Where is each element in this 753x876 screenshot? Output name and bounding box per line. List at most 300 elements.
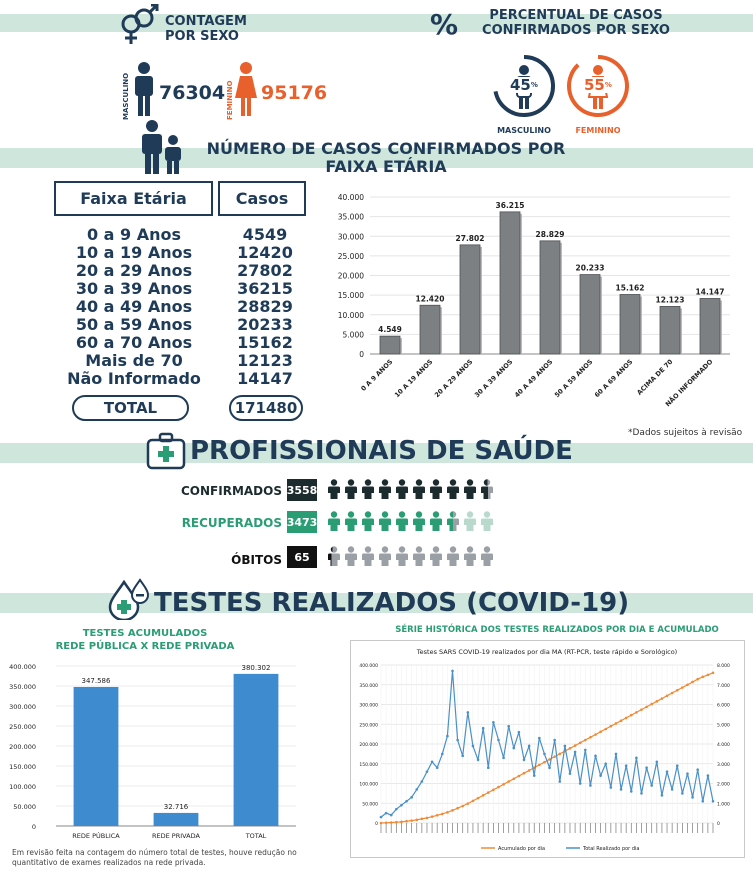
series-point <box>686 772 689 775</box>
series-chart-ytick-right: 8.000 <box>717 664 730 669</box>
series-point <box>472 745 475 748</box>
series-point <box>441 753 444 756</box>
age-row-label: 60 a 70 Anos <box>75 333 193 352</box>
series-point <box>569 747 572 750</box>
series-point <box>712 800 715 803</box>
person-icon <box>446 546 460 570</box>
age-chart-ytick: 40.000 <box>337 193 364 202</box>
series-point <box>620 788 623 791</box>
series-point <box>492 789 495 792</box>
series-point <box>661 794 664 797</box>
series-point <box>410 796 413 799</box>
age-row-label: 40 a 49 Anos <box>75 297 193 316</box>
female-person-icon <box>234 62 258 122</box>
series-point <box>701 800 704 803</box>
person-icon <box>361 479 375 503</box>
series-point <box>405 800 408 803</box>
series-point <box>518 775 521 778</box>
series-point <box>584 739 587 742</box>
family-icon <box>140 120 184 180</box>
series-point <box>421 818 424 821</box>
series-point <box>400 804 403 807</box>
series-point <box>569 772 572 775</box>
series-chart-ytick-right: 2.000 <box>717 782 730 788</box>
series-point <box>431 815 434 818</box>
series-chart-frame <box>350 640 745 858</box>
series-point <box>451 670 454 673</box>
prof-confirmed-value: 3558 <box>287 479 317 501</box>
person-icon <box>463 546 477 570</box>
series-point <box>482 727 485 730</box>
series-point <box>671 692 674 695</box>
age-bar <box>460 245 480 354</box>
person-icon <box>344 479 358 503</box>
person-icon <box>446 511 460 535</box>
series-point <box>620 719 623 722</box>
age-bar-value-label: 12.420 <box>415 294 445 304</box>
tests-chart-ytick: 350.000 <box>9 683 36 691</box>
age-bar-value-label: 12.123 <box>655 295 685 305</box>
series-chart-ytick-right: 3.000 <box>717 762 730 768</box>
data-review-note: *Dados sujeitos à revisão <box>628 428 743 438</box>
prof-confirmed-label: CONFIRMADOS <box>181 484 282 498</box>
series-chart-title: Testes SARS COVID-19 realizados por dia MA (RT-PCR, teste rápido e Sorológico) <box>416 648 678 656</box>
person-icon <box>463 511 477 535</box>
series-point <box>558 780 561 783</box>
age-column-header: Faixa Etária <box>54 181 213 216</box>
age-bar-value-label: 15.162 <box>615 283 645 293</box>
series-point <box>676 689 679 692</box>
age-row-label: Não Informado <box>67 369 201 388</box>
series-point <box>446 811 449 814</box>
series-point <box>707 674 710 677</box>
series-point <box>635 711 638 714</box>
prof-deaths-value: 65 <box>287 546 317 568</box>
series-point <box>436 766 439 769</box>
person-icon <box>429 479 443 503</box>
tests-bar-value-label: 347.586 <box>81 676 111 685</box>
prof-recovered-label: RECUPERADOS <box>181 516 282 530</box>
series-point <box>487 791 490 794</box>
person-icon <box>395 479 409 503</box>
age-chart-xtick: 30 A 39 ANOS <box>472 357 515 400</box>
series-point <box>492 721 495 724</box>
series-point <box>400 821 403 824</box>
series-point <box>696 678 699 681</box>
series-point <box>691 796 694 799</box>
person-icon <box>412 479 426 503</box>
series-point <box>610 725 613 728</box>
series-point <box>666 770 669 773</box>
tests-bar-value-label: 380.302 <box>241 663 271 672</box>
person-icon <box>480 546 494 570</box>
tests-chart-ytick: 400.000 <box>9 663 36 671</box>
series-point <box>533 774 536 777</box>
series-point <box>477 797 480 800</box>
age-chart-xtick: NÃO INFORMADO <box>663 357 715 409</box>
series-legend-label: Total Realizado por dia <box>583 846 640 852</box>
series-point <box>446 735 449 738</box>
series-point <box>553 739 556 742</box>
age-chart-xtick: 50 A 59 ANOS <box>552 357 595 400</box>
series-chart-ytick-right: 0 <box>717 822 720 827</box>
age-row-label: 20 a 29 Anos <box>75 261 193 280</box>
age-chart-xtick: 60 A 69 ANOS <box>592 357 635 400</box>
person-icon <box>361 546 375 570</box>
series-point <box>380 816 383 819</box>
series-point <box>502 757 505 760</box>
person-icon <box>378 511 392 535</box>
age-chart-ytick: 5.000 <box>342 330 364 340</box>
series-point <box>579 782 582 785</box>
tests-left-title <box>40 627 250 653</box>
tests-chart-xtick: REDE PÚBLICA <box>72 832 120 840</box>
age-row-label: 10 a 19 Anos <box>75 243 193 262</box>
series-point <box>640 708 643 711</box>
series-chart-ytick-right: 6.000 <box>717 703 730 709</box>
series-chart-ytick-left: 400.000 <box>359 664 378 669</box>
age-bar <box>620 294 640 354</box>
percent-title <box>466 8 686 38</box>
person-icon <box>463 479 477 503</box>
series-point <box>574 751 577 754</box>
series-point <box>574 744 577 747</box>
series-chart-ytick-right: 4.000 <box>717 743 730 748</box>
test-drops-icon <box>104 578 154 624</box>
series-legend-label: Acumulado por dia <box>498 846 546 852</box>
series-point <box>615 753 618 756</box>
tests-left-title-line2: REDE PÚBLICA X REDE PRIVADA <box>55 641 235 652</box>
series-point <box>426 817 429 820</box>
total-value: 171480 <box>229 395 303 421</box>
series-point <box>395 821 398 824</box>
person-icon <box>378 546 392 570</box>
tests-left-title-line1: TESTES ACUMULADOS <box>82 628 208 639</box>
age-chart-ytick: 20.000 <box>337 271 364 281</box>
tests-chart-ytick: 250.000 <box>9 723 36 731</box>
person-icon <box>429 546 443 570</box>
series-point <box>676 764 679 767</box>
series-point <box>666 695 669 698</box>
age-chart-xtick: ACIMA DE 70 <box>635 357 675 397</box>
series-point <box>461 805 464 808</box>
age-row-label: Mais de 70 <box>85 351 183 370</box>
series-point <box>405 820 408 823</box>
age-row-cases: 27802 <box>237 261 293 280</box>
age-chart-xtick: 20 A 29 ANOS <box>432 357 475 400</box>
age-chart-xtick: 0 A 9 ANOS <box>359 357 395 393</box>
prof-section-title: PROFISSIONAIS DE SAÚDE <box>190 436 573 466</box>
age-row-cases: 12420 <box>237 243 293 262</box>
male-percent-label: MASCULINO <box>497 126 551 135</box>
age-chart-xtick: 10 A 19 ANOS <box>392 357 435 400</box>
series-point <box>712 671 715 674</box>
person-icon <box>395 511 409 535</box>
person-icon <box>480 479 494 503</box>
series-point <box>594 733 597 736</box>
age-bar <box>700 298 720 354</box>
series-point <box>482 794 485 797</box>
series-point <box>431 760 434 763</box>
series-point <box>523 759 526 762</box>
male-percent-value: 45 <box>510 76 531 94</box>
age-bar-value-label: 27.802 <box>455 233 485 243</box>
percent-title-line2: CONFIRMADOS POR SEXO <box>482 23 670 38</box>
age-chart-ytick: 10.000 <box>337 310 364 320</box>
series-point <box>599 774 602 777</box>
female-percent-label: FEMININO <box>575 126 621 135</box>
age-bar <box>420 305 440 354</box>
series-point <box>650 703 653 706</box>
prof-deaths-icons <box>327 546 494 570</box>
age-chart-xtick: 40 A 49 ANOS <box>512 357 555 400</box>
series-point <box>564 745 567 748</box>
series-point <box>625 717 628 720</box>
series-point <box>538 764 541 767</box>
series-point <box>390 814 393 817</box>
gender-symbol-icon <box>117 4 161 48</box>
sex-count-title-line1: CONTAGEM <box>165 14 247 29</box>
series-point <box>523 772 526 775</box>
series-point <box>691 681 694 684</box>
age-bar-value-label: 14.147 <box>695 287 725 297</box>
series-point <box>604 728 607 731</box>
series-point <box>415 788 418 791</box>
prof-recovered-value: 3473 <box>287 511 317 533</box>
series-point <box>477 759 480 762</box>
cases-column-header: Casos <box>218 181 306 216</box>
male-person-icon <box>133 62 155 122</box>
tests-chart-xtick: TOTAL <box>245 832 267 840</box>
series-chart-ytick-right: 5.000 <box>717 723 730 729</box>
series-line <box>381 673 713 823</box>
series-point <box>701 676 704 679</box>
series-chart-ytick-left: 300.000 <box>359 703 378 709</box>
age-bar <box>540 241 560 354</box>
female-label: FEMININO <box>226 80 234 120</box>
person-icon <box>327 546 341 570</box>
tests-footnote-line2: quantitativo de exames realizados na rede privada. <box>12 858 206 867</box>
series-chart-ytick-left: 350.000 <box>359 683 378 689</box>
series-point <box>543 761 546 764</box>
percent-title-line1: PERCENTUAL DE CASOS <box>489 8 663 23</box>
tests-bar <box>154 813 199 826</box>
series-chart-ytick-left: 150.000 <box>359 762 378 768</box>
age-row-label: 30 a 39 Anos <box>75 279 193 298</box>
series-point <box>584 749 587 752</box>
series-point <box>656 700 659 703</box>
series-point <box>528 769 531 772</box>
age-bar <box>380 336 400 354</box>
series-point <box>594 755 597 758</box>
tests-chart-xtick: REDE PRIVADA <box>152 832 200 840</box>
series-point <box>661 697 664 700</box>
series-point <box>681 792 684 795</box>
series-point <box>696 768 699 771</box>
series-point <box>640 792 643 795</box>
sex-count-title-line2: POR SEXO <box>165 29 239 44</box>
series-point <box>456 807 459 810</box>
person-icon <box>480 511 494 535</box>
person-icon <box>429 511 443 535</box>
male-percent-sign: % <box>530 81 538 89</box>
age-row-cases: 36215 <box>237 279 293 298</box>
person-icon <box>344 546 358 570</box>
series-point <box>630 714 633 717</box>
person-icon <box>378 479 392 503</box>
series-point <box>656 760 659 763</box>
series-point <box>625 764 628 767</box>
series-point <box>421 780 424 783</box>
series-point <box>461 755 464 758</box>
age-bar-chart <box>315 185 745 425</box>
tests-footnote <box>12 848 297 868</box>
tests-chart-ytick: 50.000 <box>13 803 36 811</box>
series-point <box>507 780 510 783</box>
medical-kit-icon <box>146 432 186 474</box>
female-percent-value: 55 <box>584 76 605 94</box>
series-point <box>635 757 638 760</box>
series-point <box>395 808 398 811</box>
person-icon <box>361 511 375 535</box>
age-row-cases: 14147 <box>237 369 293 388</box>
tests-chart-ytick: 200.000 <box>9 743 36 751</box>
series-point <box>548 766 551 769</box>
age-chart-ytick: 0 <box>359 350 364 359</box>
tests-series-chart <box>351 641 744 857</box>
tests-right-title: SÉRIE HISTÓRICA DOS TESTES REALIZADOS POR DIA E ACUMULADO <box>395 625 719 635</box>
age-row-cases: 12123 <box>237 351 293 370</box>
series-point <box>385 822 388 825</box>
series-point <box>579 742 582 745</box>
series-point <box>456 739 459 742</box>
series-chart-ytick-left: 0 <box>375 822 378 827</box>
tests-bar <box>74 687 119 826</box>
series-point <box>436 814 439 817</box>
female-count: 95176 <box>261 82 328 104</box>
sex-count-title <box>165 14 247 44</box>
tests-chart-ytick: 0 <box>31 823 36 831</box>
series-point <box>467 711 470 714</box>
age-row-label: 50 a 59 Anos <box>75 315 193 334</box>
series-point <box>441 813 444 816</box>
male-percent <box>510 77 538 93</box>
series-point <box>502 783 505 786</box>
tests-footnote-line1: Em revisão feita na contagem do número total de testes, houve redução no <box>12 848 297 857</box>
tests-chart-ytick: 150.000 <box>9 763 36 771</box>
tests-chart-ytick: 300.000 <box>9 703 36 711</box>
series-point <box>497 786 500 789</box>
series-point <box>681 686 684 689</box>
series-point <box>543 753 546 756</box>
prof-recovered-icons <box>327 511 494 535</box>
series-point <box>467 802 470 805</box>
series-point <box>513 747 516 750</box>
age-chart-ytick: 35.000 <box>337 212 364 222</box>
series-chart-ytick-left: 100.000 <box>359 782 378 788</box>
age-bar <box>660 306 680 354</box>
series-point <box>615 722 618 725</box>
series-point <box>497 739 500 742</box>
age-row-label: 0 a 9 Anos <box>86 225 182 244</box>
male-label: MASCULINO <box>122 72 130 120</box>
person-icon <box>327 511 341 535</box>
age-bar-value-label: 4.549 <box>378 325 402 335</box>
age-title-line1: NÚMERO DE CASOS CONFIRMADOS POR <box>206 139 566 158</box>
series-point <box>390 821 393 824</box>
person-icon <box>446 479 460 503</box>
age-row-cases: 4549 <box>242 225 288 244</box>
age-chart-ytick: 25.000 <box>337 251 364 261</box>
series-chart-ytick-left: 200.000 <box>359 743 378 748</box>
series-point <box>604 762 607 765</box>
age-section-title <box>186 140 586 176</box>
series-point <box>645 706 648 709</box>
female-percent <box>584 77 612 93</box>
age-bar <box>580 275 600 354</box>
person-icon <box>344 511 358 535</box>
age-row-cases: 28829 <box>237 297 293 316</box>
tests-bar-value-label: 32.716 <box>163 802 189 811</box>
prof-confirmed-icons <box>327 479 494 503</box>
series-point <box>518 731 521 734</box>
age-title-line2: FAIXA ETÁRIA <box>325 157 447 176</box>
age-bar-value-label: 36.215 <box>495 200 525 210</box>
age-row-cases: 15162 <box>237 333 293 352</box>
percent-symbol-icon: % <box>430 8 459 41</box>
age-bar <box>500 212 520 354</box>
series-chart-ytick-left: 250.000 <box>359 723 378 729</box>
prof-deaths-label: ÓBITOS <box>231 553 282 567</box>
series-point <box>589 784 592 787</box>
series-point <box>380 822 383 825</box>
series-point <box>385 812 388 815</box>
series-point <box>528 745 531 748</box>
age-chart-ytick: 15.000 <box>337 291 364 301</box>
series-point <box>426 770 429 773</box>
series-chart-ytick-left: 50.000 <box>362 802 378 808</box>
series-point <box>671 788 674 791</box>
male-count: 76304 <box>159 82 226 104</box>
series-point <box>410 819 413 822</box>
series-point <box>487 766 490 769</box>
series-point <box>415 819 418 822</box>
series-point <box>451 809 454 812</box>
tests-section-title: TESTES REALIZADOS (COVID-19) <box>154 588 630 618</box>
series-point <box>610 786 613 789</box>
age-bar-value-label: 28.829 <box>535 229 565 239</box>
series-point <box>645 766 648 769</box>
series-point <box>589 736 592 739</box>
age-chart-ytick: 30.000 <box>337 232 364 242</box>
series-point <box>686 683 689 686</box>
tests-bar <box>234 674 279 826</box>
age-row-cases: 20233 <box>237 315 293 334</box>
series-point <box>630 790 633 793</box>
age-bar-value-label: 20.233 <box>575 263 605 273</box>
tests-bar-chart <box>6 658 306 844</box>
person-icon <box>412 511 426 535</box>
series-point <box>553 755 556 758</box>
person-icon <box>395 546 409 570</box>
series-point <box>599 730 602 733</box>
female-percent-sign: % <box>604 81 612 89</box>
series-point <box>513 777 516 780</box>
series-point <box>707 774 710 777</box>
total-label: TOTAL <box>72 395 189 421</box>
person-icon <box>412 546 426 570</box>
series-point <box>650 784 653 787</box>
